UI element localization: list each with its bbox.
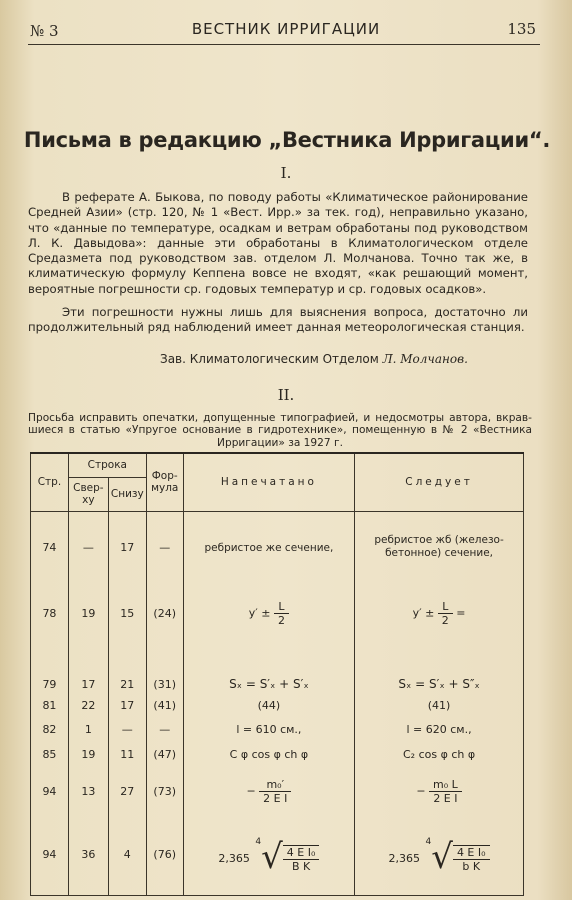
section-2-intro-line-2: шиеся в статью «Упругое основание в гидротехнике», помещенную в № 2 «Вестника <box>28 424 532 437</box>
should-formula-suffix: = <box>456 606 466 619</box>
printed-formula-prefix: y′ ± <box>248 606 271 619</box>
root-sign-icon: √ <box>431 836 453 877</box>
cell-page: 81 <box>31 693 69 717</box>
cell-top: 17 <box>68 643 108 693</box>
cell-should: l = 620 см., <box>355 717 524 741</box>
cell-top: 19 <box>68 741 108 767</box>
cell-printed <box>183 815 354 895</box>
cell-page: 82 <box>31 717 69 741</box>
cell-page: 94 <box>31 815 69 895</box>
cell-printed: C φ cos φ ch φ <box>183 741 354 767</box>
section-1-paragraph-1: В реферате А. Быкова, по поводу работы «Климатическое районирование Средней Азии» (стр. 120, № 1 «Вест. Ирр.» за тек. год), неправильно указано, что «данные по температуре, осадкам и ветрам обработаны под руководством Л. К. Давыдова»: данные эти обработаны в Климатологическом отделе Средазмета под руководством зав. отделом Л. Молчанова. Точно так же, в климатическую формулу Кеппена вовсе не входят, «как решающий момент, вероятные погрешности ср. годовых температур и ср. годовых осадков». <box>28 190 528 296</box>
cell-bottom: 17 <box>108 511 146 583</box>
should-denominator: 2 E I <box>433 791 458 805</box>
cell-top: 13 <box>68 767 108 815</box>
should-text: ребристое жб (железо-бетонное) сечение, <box>374 534 504 560</box>
cell-printed <box>183 583 354 643</box>
cell-should: C₂ cos φ ch φ <box>355 741 524 767</box>
cell-page: 74 <box>31 511 69 583</box>
printed-text: ребристое же сечение, <box>204 541 334 554</box>
cell-printed: Sₓ = S′ₓ + S′ₓ <box>183 643 354 693</box>
section-2-intro-line-3: Ирригации» за 1927 г. <box>217 436 343 449</box>
cell-top: 1 <box>68 717 108 741</box>
col-header-formula: Фор-мула <box>146 453 183 511</box>
cell-printed: l = 610 см., <box>183 717 354 741</box>
root-index: 4 <box>255 836 262 847</box>
issue-number: № 3 <box>30 22 59 40</box>
cell-top: — <box>68 511 108 583</box>
should-fraction <box>453 845 490 873</box>
cell-bottom: 4 <box>108 815 146 895</box>
cell-page: 85 <box>31 741 69 767</box>
col-header-page: Стр. <box>31 453 69 511</box>
cell-formula: (47) <box>146 741 183 767</box>
table-row <box>31 815 524 895</box>
cell-top: 36 <box>68 815 108 895</box>
printed-fraction <box>283 845 320 873</box>
should-denominator: 2 <box>441 613 449 627</box>
cell-formula: (76) <box>146 815 183 895</box>
section-1-paragraph-2: Эти погрешности нужны лишь для выяснения вопроса, достаточно ли продолжительный ряд наблюдений имеет данная метеорологическая станция. <box>28 305 528 335</box>
table-row <box>31 741 524 767</box>
should-formula-prefix: y′ ± <box>412 606 435 619</box>
printed-denominator: 2 E I <box>263 791 288 805</box>
table-row <box>31 511 524 583</box>
signature-name: Л. Молчанов. <box>382 352 468 366</box>
should-denominator: b K <box>462 859 481 873</box>
cell-formula: (41) <box>146 693 183 717</box>
printed-numerator: L <box>274 600 289 614</box>
header-rule <box>28 44 540 45</box>
col-header-should: Следует <box>355 453 524 511</box>
table-row <box>31 643 524 693</box>
col-header-line: Строка <box>68 453 146 477</box>
section-2-intro-line-1: Просьба исправить опечатки, допущенные типографией, и недосмотры автора, вкрав- <box>28 412 532 424</box>
cell-printed <box>183 767 354 815</box>
cell-should: Sₓ = S′ₓ + S″ₓ <box>355 643 524 693</box>
should-numerator: L <box>438 600 453 614</box>
root-sign-icon: √ <box>261 836 283 877</box>
section-2-numeral: II. <box>277 386 295 404</box>
col-header-bottom: Снизу <box>108 477 146 511</box>
cell-page: 79 <box>31 643 69 693</box>
cell-bottom: 17 <box>108 693 146 717</box>
cell-formula: — <box>146 717 183 741</box>
cell-bottom: 27 <box>108 767 146 815</box>
cell-bottom: 21 <box>108 643 146 693</box>
printed-fraction <box>274 600 289 627</box>
should-fraction <box>429 778 462 805</box>
table-row <box>31 767 524 815</box>
signature <box>160 352 468 366</box>
cell-should: (41) <box>355 693 524 717</box>
signature-title: Зав. Климатологическим Отделом <box>160 352 379 366</box>
cell-should <box>355 767 524 815</box>
table-row <box>31 583 524 643</box>
col-header-printed: Напечатано <box>183 453 354 511</box>
should-numerator: 4 E I₀ <box>453 846 490 860</box>
cell-formula: (24) <box>146 583 183 643</box>
printed-numerator: 4 E I₀ <box>283 846 320 860</box>
cell-formula: (73) <box>146 767 183 815</box>
table-row <box>31 717 524 741</box>
printed-formula-prefix: − <box>246 784 256 797</box>
printed-fraction <box>259 778 291 805</box>
cell-bottom: — <box>108 717 146 741</box>
section-2-intro <box>28 412 532 449</box>
cell-page: 94 <box>31 767 69 815</box>
article-title: Письма в редакцию „Вестника Ирригации“. <box>23 128 551 152</box>
printed-denominator: B K <box>291 859 311 873</box>
section-1-numeral: I. <box>280 164 292 182</box>
cell-formula: (31) <box>146 643 183 693</box>
cell-top: 19 <box>68 583 108 643</box>
cell-page: 78 <box>31 583 69 643</box>
should-fraction <box>438 600 453 627</box>
cell-bottom: 11 <box>108 741 146 767</box>
printed-coefficient: 2,365 <box>218 851 250 865</box>
table-row <box>31 693 524 717</box>
page-number: 135 <box>507 20 536 38</box>
should-numerator: m₀ L <box>429 778 462 792</box>
should-formula-prefix: − <box>416 784 426 797</box>
printed-numerator: m₀′ <box>259 778 291 792</box>
should-coefficient: 2,365 <box>388 851 421 865</box>
cell-should <box>355 511 524 583</box>
cell-top: 22 <box>68 693 108 717</box>
cell-should <box>355 815 524 895</box>
cell-printed: (44) <box>183 693 354 717</box>
printed-denominator: 2 <box>278 613 285 627</box>
col-header-top: Свер-ху <box>68 477 108 511</box>
errata-table <box>30 452 524 896</box>
cell-formula: — <box>146 511 183 583</box>
cell-should <box>355 583 524 643</box>
cell-printed <box>183 511 354 583</box>
journal-title: ВЕСТНИК ИРРИГАЦИИ <box>191 20 381 38</box>
cell-bottom: 15 <box>108 583 146 643</box>
root-index: 4 <box>425 836 432 847</box>
